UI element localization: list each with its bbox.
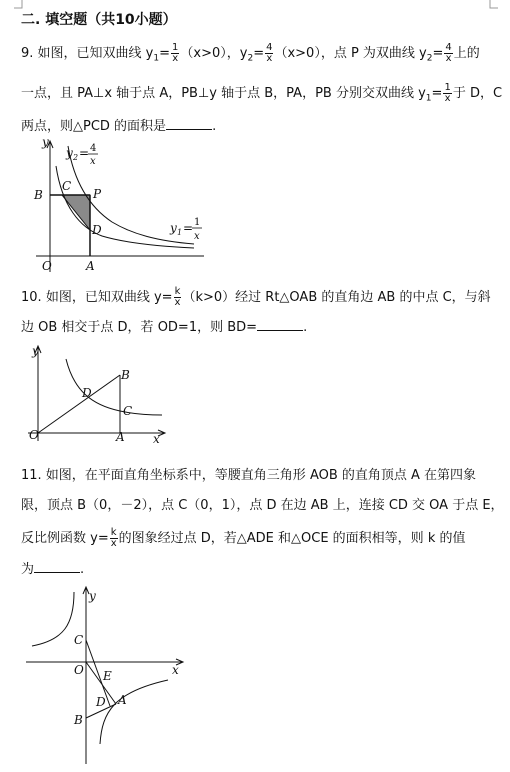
label-d: D [96,695,106,709]
q10-line-2: 边 OB 相交于点 D，若 OD=1，则 BD= . [21,320,308,335]
label-y: y [32,344,39,358]
label-b: B [121,368,130,382]
fraction: $\frac{4}{x}$ [266,42,273,64]
label-o: O [42,259,52,273]
svg-text:2: 2 [73,153,79,162]
answer-blank[interactable] [257,318,303,331]
label-o: O [74,663,84,677]
label-e: E [103,669,112,683]
svg-text:1: 1 [177,228,183,237]
svg-text:1: 1 [194,217,201,228]
q10-number: 10. [21,290,42,305]
q11-line-3: 反比例函数 y= $\frac{k}{x}$ 的图象经过点 D，若△ADE 和△OCE 的面积相等，则 k 的值 [21,527,466,549]
label-y: y [89,589,96,603]
q9-line-1: 9. 如图，已知双曲线 $y_1=$ $\frac{1}{x}$ （x>0），$y_2=$ $\frac{4}{x}$ （x>0），点 P 为双曲线 $y_2=$ $\frac{4}{x}$ 上的 [21,42,480,64]
label-a: A [116,430,125,444]
label-c: C [62,179,72,193]
y2-label: y [66,146,73,160]
curve-branch-4 [100,680,168,744]
q11-line-2: 限，顶点 B（0，－2），点 C（0，1），点 D 在边 AB 上，连接 CD 交 OA 于点 E， [21,498,504,513]
q9-line-2: 一点，且 PA⊥x 轴于点 A，PB⊥y 轴于点 B，PA，PB 分别交双曲线 $y_1=$ $\frac{1}{x}$ 于 D，C [21,82,503,104]
y1-label: y [170,221,177,235]
figure-q9 [22,136,210,276]
figure-q11 [22,584,188,768]
fraction: $\frac{k}{x}$ [174,286,181,308]
svg-text:=: = [183,221,194,235]
svg-text:x: x [90,156,96,167]
svg-text:=: = [79,146,90,160]
figure-q10 [22,341,172,445]
answer-blank[interactable] [34,560,80,573]
q9-line-3: 两点，则△PCD 的面积是 . [21,119,217,134]
curve-branch-2 [32,592,74,646]
corner-mark-right [488,0,498,10]
label-c: C [123,404,133,418]
section-title: 二. 填空题（共10小题） [21,12,177,28]
label-b: B [34,188,43,202]
fraction: $\frac{1}{x}$ [172,42,179,64]
fraction: $\frac{1}{x}$ [444,82,451,104]
label-y: y [42,136,49,149]
label-o: O [29,428,39,442]
label-a: A [118,693,127,707]
q10-line-1: 10. 如图，已知双曲线 y= $\frac{k}{x}$ （k>0）经过 Rt△OAB 的直角边 AB 的中点 C，与斜 [21,286,491,308]
label-x: x [153,432,160,445]
q11-line-4: 为 . [21,562,85,577]
answer-blank[interactable] [166,117,212,130]
label-a: A [86,259,95,273]
label-d: D [82,386,92,400]
q9-number: 9. [21,46,34,61]
curve-k [66,359,162,415]
label-b: B [74,713,83,727]
label-d: D [92,223,102,237]
svg-text:4: 4 [90,143,97,154]
label-c: C [74,633,84,647]
label-p: P [93,187,102,201]
segment-ob [38,375,120,433]
q11-line-1: 11. 如图，在平面直角坐标系中，等腰直角三角形 AOB 的直角顶点 A 在第四象 [21,468,477,483]
label-x: x [172,663,179,677]
fraction: $\frac{k}{x}$ [110,527,117,549]
svg-text:x: x [194,231,200,242]
fraction: $\frac{4}{x}$ [445,42,452,64]
